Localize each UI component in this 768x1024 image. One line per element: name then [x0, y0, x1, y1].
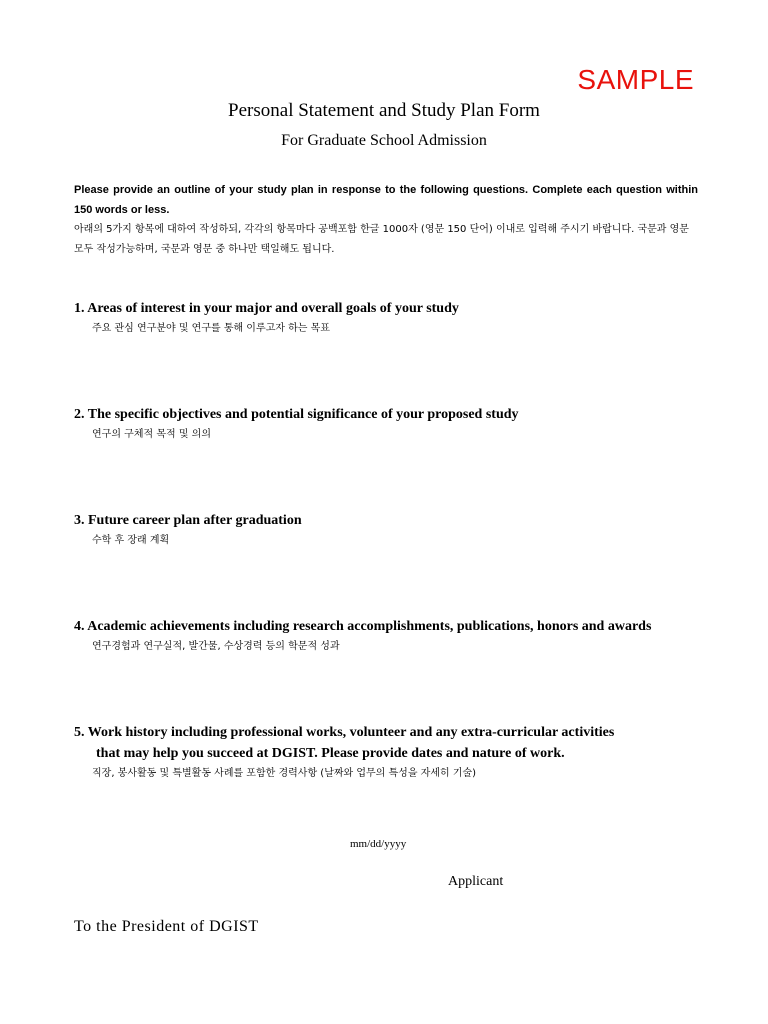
date-format-label: mm/dd/yyyy	[350, 838, 407, 850]
addressee-line: To the President of DGIST	[74, 918, 259, 935]
question-2-english: 2. The specific objectives and potential significance of your proposed study	[74, 407, 519, 422]
question-4-english: 4. Academic achievements including research accomplishments, publications, honors and awards	[74, 619, 652, 634]
question-5-english-continued: that may help you succeed at DGIST. Please provide dates and nature of work.	[96, 746, 565, 761]
question-4	[74, 616, 704, 657]
form-subtitle: For Graduate School Admission	[281, 132, 487, 149]
question-3-korean: 수학 후 장래 계획	[92, 535, 170, 546]
question-5-english: 5. Work history including professional works, volunteer and any extra-curricular activities	[74, 725, 615, 740]
instructions-english: Please provide an outline of your study plan in response to the following questions. Complete each question within 150 words or less.	[74, 184, 698, 216]
question-2	[74, 404, 704, 445]
question-3-english: 3. Future career plan after graduation	[74, 513, 302, 528]
question-4-korean: 연구경험과 연구실적, 발간물, 수상경력 등의 학문적 성과	[92, 641, 340, 652]
question-1-english: 1. Areas of interest in your major and overall goals of your study	[74, 301, 459, 316]
applicant-label: Applicant	[448, 874, 504, 889]
question-3	[74, 510, 704, 551]
question-2-korean: 연구의 구체적 목적 및 의의	[92, 429, 211, 440]
form-title: Personal Statement and Study Plan Form	[228, 100, 540, 121]
sample-watermark: SAMPLE	[577, 64, 694, 95]
question-1	[74, 298, 704, 339]
instructions-korean: 아래의 5가지 항목에 대하여 작성하되, 각각의 항목마다 공백포함 한글 1000자 (영문 150 단어) 이내로 입력해 주시기 바랍니다. 국문과 영문 모두 작성가능하며, 국문과 영문 중 하나만 택일해도 됩니다.	[74, 224, 689, 255]
question-1-korean: 주요 관심 연구분야 및 연구를 통해 이루고자 하는 목표	[92, 323, 330, 334]
question-5-korean: 직장, 봉사활동 및 특별활동 사례를 포함한 경력사항 (날짜와 업무의 특성을 자세히 기술)	[92, 768, 477, 779]
question-5	[74, 722, 704, 784]
